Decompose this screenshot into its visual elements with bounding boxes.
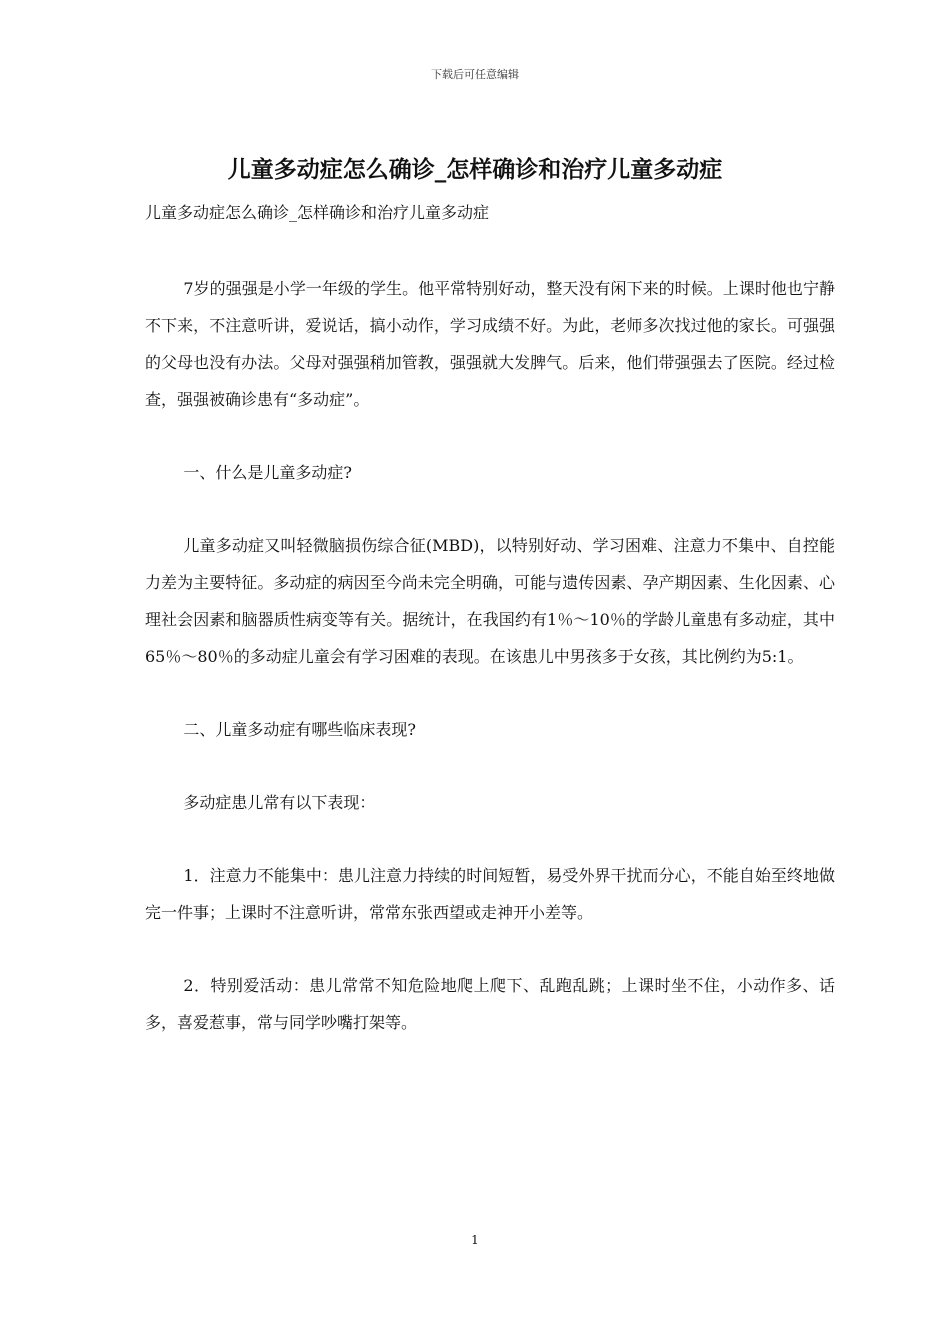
page-number: 1 bbox=[471, 1233, 479, 1247]
paragraph-symptom-2: 2．特别爱活动：患儿常常不知危险地爬上爬下、乱跑乱跳；上课时坐不住，小动作多、话多，喜爱惹事，常与同学吵嘴打架等。 bbox=[145, 976, 835, 1032]
paragraph-symptom-1: 1．注意力不能集中：患儿注意力持续的时间短暂，易受外界干扰而分心，不能自始至终地做完一件事；上课时不注意听讲，常常东张西望或走神开小差等。 bbox=[145, 866, 835, 922]
document-title: 儿童多动症怎么确诊_怎样确诊和治疗儿童多动症 bbox=[227, 156, 723, 183]
section-heading-what-is: 一、什么是儿童多动症? bbox=[183, 463, 352, 482]
document-body bbox=[145, 270, 835, 1041]
section-heading-symptoms: 二、儿童多动症有哪些临床表现? bbox=[183, 720, 416, 739]
document-subtitle: 儿童多动症怎么确诊_怎样确诊和治疗儿童多动症 bbox=[145, 203, 490, 222]
paragraph-definition: 儿童多动症又叫轻微脑损伤综合征(MBD)，以特别好动、学习困难、注意力不集中、自控能力差为主要特征。多动症的病因至今尚未完全明确，可能与遗传因素、孕产期因素、生化因素、心理社会因素和脑器质性病变等有关。据统计，在我国约有1％～10％的学龄儿童患有多动症，其中65％～80％的多动症儿童会有学习困难的表现。在该患儿中男孩多于女孩，其比例约为5:1。 bbox=[145, 536, 835, 666]
paragraph-intro: 7岁的强强是小学一年级的学生。他平常特别好动，整天没有闲下来的时候。上课时他也宁静不下来，不注意听讲，爱说话，搞小动作，学习成绩不好。为此，老师多次找过他的家长。可强强的父母也没有办法。父母对强强稍加管教，强强就大发脾气。后来，他们带强强去了医院。经过检查，强强被确诊患有“多动症”。 bbox=[145, 279, 835, 409]
paragraph-symptoms-intro: 多动症患儿常有以下表现： bbox=[183, 793, 376, 812]
header-note: 下载后可任意编辑 bbox=[431, 68, 519, 81]
